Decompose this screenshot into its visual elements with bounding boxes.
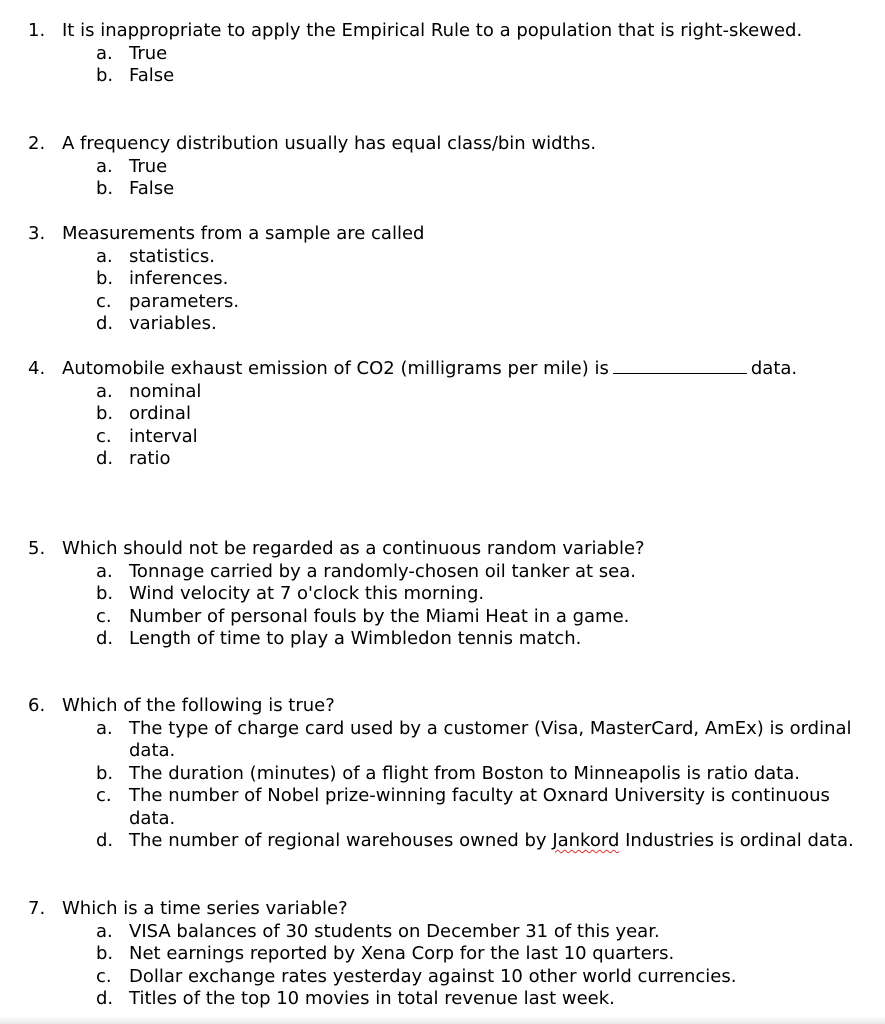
option[interactable]: [0, 943, 885, 966]
option-letter: a.: [96, 920, 113, 942]
question-2: [0, 133, 885, 201]
question-number: 6.: [28, 695, 46, 716]
option[interactable]: [0, 718, 885, 763]
question-number: 7.: [28, 898, 46, 919]
question-stem: [0, 358, 885, 381]
option-text: The number of Nobel prize-winning faculty at Oxnard University is continuous data.: [129, 785, 830, 829]
page-bottom-shadow: [0, 1016, 885, 1024]
option[interactable]: [0, 43, 885, 66]
option-letter: c.: [96, 965, 112, 987]
option-letter: c.: [96, 605, 112, 627]
option[interactable]: [0, 291, 885, 314]
question-text: Which of the following is true?: [62, 695, 335, 716]
option-text: VISA balances of 30 students on December 31 of this year.: [129, 920, 660, 942]
option-letter: b.: [96, 583, 114, 604]
question-text: [62, 358, 797, 381]
option-text-after: Industries is ordinal data.: [625, 830, 854, 851]
option-text: [129, 830, 864, 853]
option[interactable]: [0, 583, 885, 606]
option-text: The type of charge card used by a customer (Visa, MasterCard, AmEx) is ordinal data.: [129, 717, 852, 761]
option-text: parameters.: [129, 290, 240, 312]
option-text: inferences.: [129, 268, 229, 289]
question-stem: [0, 223, 885, 246]
option[interactable]: [0, 246, 885, 269]
question-stem: [0, 538, 885, 561]
question-5: [0, 538, 885, 651]
option[interactable]: [0, 921, 885, 944]
question-text-after-blank: data.: [750, 358, 798, 379]
option-text: Dollar exchange rates yesterday against 10 other world currencies.: [129, 965, 737, 987]
option-letter: b.: [96, 403, 114, 424]
option-letter: b.: [96, 178, 114, 199]
option-text: Titles of the top 10 movies in total revenue last week.: [129, 988, 615, 1009]
option-letter: d.: [96, 830, 114, 851]
question-1: [0, 20, 885, 88]
option-text: statistics.: [129, 245, 215, 267]
option[interactable]: [0, 966, 885, 989]
question-text: Measurements from a sample are called: [62, 223, 425, 244]
option-text: False: [129, 178, 175, 199]
option-text: Length of time to play a Wimbledon tennis match.: [129, 628, 582, 649]
option-text: Net earnings reported by Xena Corp for the last 10 quarters.: [129, 943, 675, 964]
option-letter: b.: [96, 268, 114, 289]
option[interactable]: [0, 785, 885, 830]
option-letter: a.: [96, 717, 113, 739]
option-letter: a.: [96, 155, 113, 177]
question-stem: [0, 898, 885, 921]
question-6: [0, 695, 885, 853]
option-text: Tonnage carried by a randomly-chosen oil tanker at sea.: [129, 560, 636, 582]
option-letter: d.: [96, 988, 114, 1009]
option-text: ordinal: [129, 403, 191, 424]
option[interactable]: [0, 65, 885, 88]
option-letter: b.: [96, 65, 114, 86]
option-letter: a.: [96, 380, 113, 402]
option-letter: c.: [96, 785, 112, 806]
question-text-before-blank: Automobile exhaust emission of CO2 (milligrams per mile) is: [62, 358, 609, 379]
option[interactable]: [0, 763, 885, 786]
spellcheck-flagged-word[interactable]: Jankord: [552, 830, 620, 851]
question-number: 4.: [28, 358, 46, 379]
option-text: interval: [129, 425, 198, 447]
option-letter: a.: [96, 245, 113, 267]
option[interactable]: [0, 426, 885, 449]
option-letter: c.: [96, 425, 112, 447]
option[interactable]: [0, 381, 885, 404]
option-letter: a.: [96, 42, 113, 64]
option-letter: a.: [96, 560, 113, 582]
option-letter: d.: [96, 313, 114, 334]
question-text: A frequency distribution usually has equal class/bin widths.: [62, 133, 597, 154]
option[interactable]: [0, 313, 885, 336]
option-text: True: [129, 155, 168, 177]
option-text: variables.: [129, 313, 217, 334]
option[interactable]: [0, 178, 885, 201]
option-text: Number of personal fouls by the Miami Heat in a game.: [129, 605, 630, 627]
question-3: [0, 223, 885, 336]
option-text: Wind velocity at 7 o'clock this morning.: [129, 583, 485, 604]
option[interactable]: [0, 628, 885, 651]
option-text: True: [129, 42, 168, 64]
option[interactable]: [0, 988, 885, 1011]
question-stem: [0, 133, 885, 156]
answer-blank[interactable]: [613, 358, 747, 374]
option-text-before: The number of regional warehouses owned by: [129, 830, 547, 851]
option-text: False: [129, 65, 175, 86]
option[interactable]: [0, 448, 885, 471]
option[interactable]: [0, 606, 885, 629]
option[interactable]: [0, 830, 885, 853]
question-number: 3.: [28, 223, 46, 244]
option[interactable]: [0, 156, 885, 179]
option-letter: c.: [96, 290, 112, 312]
question-number: 1.: [28, 20, 46, 41]
option-letter: d.: [96, 628, 114, 649]
question-7: [0, 898, 885, 1011]
question-text: Which is a time series variable?: [62, 898, 348, 919]
question-stem: [0, 20, 885, 43]
question-4: [0, 358, 885, 471]
question-number: 2.: [28, 133, 46, 154]
option[interactable]: [0, 403, 885, 426]
option[interactable]: [0, 268, 885, 291]
question-text: It is inappropriate to apply the Empirical Rule to a population that is right-skewed.: [62, 20, 803, 41]
option-letter: b.: [96, 762, 114, 784]
option-text: ratio: [129, 448, 171, 469]
option-letter: d.: [96, 448, 114, 469]
question-number: 5.: [28, 538, 46, 559]
option-text: nominal: [129, 380, 202, 402]
question-stem: [0, 695, 885, 718]
option[interactable]: [0, 561, 885, 584]
option-text: The duration (minutes) of a flight from Boston to Minneapolis is ratio data.: [129, 762, 800, 784]
option-letter: b.: [96, 943, 114, 964]
question-text: Which should not be regarded as a continuous random variable?: [62, 538, 645, 559]
